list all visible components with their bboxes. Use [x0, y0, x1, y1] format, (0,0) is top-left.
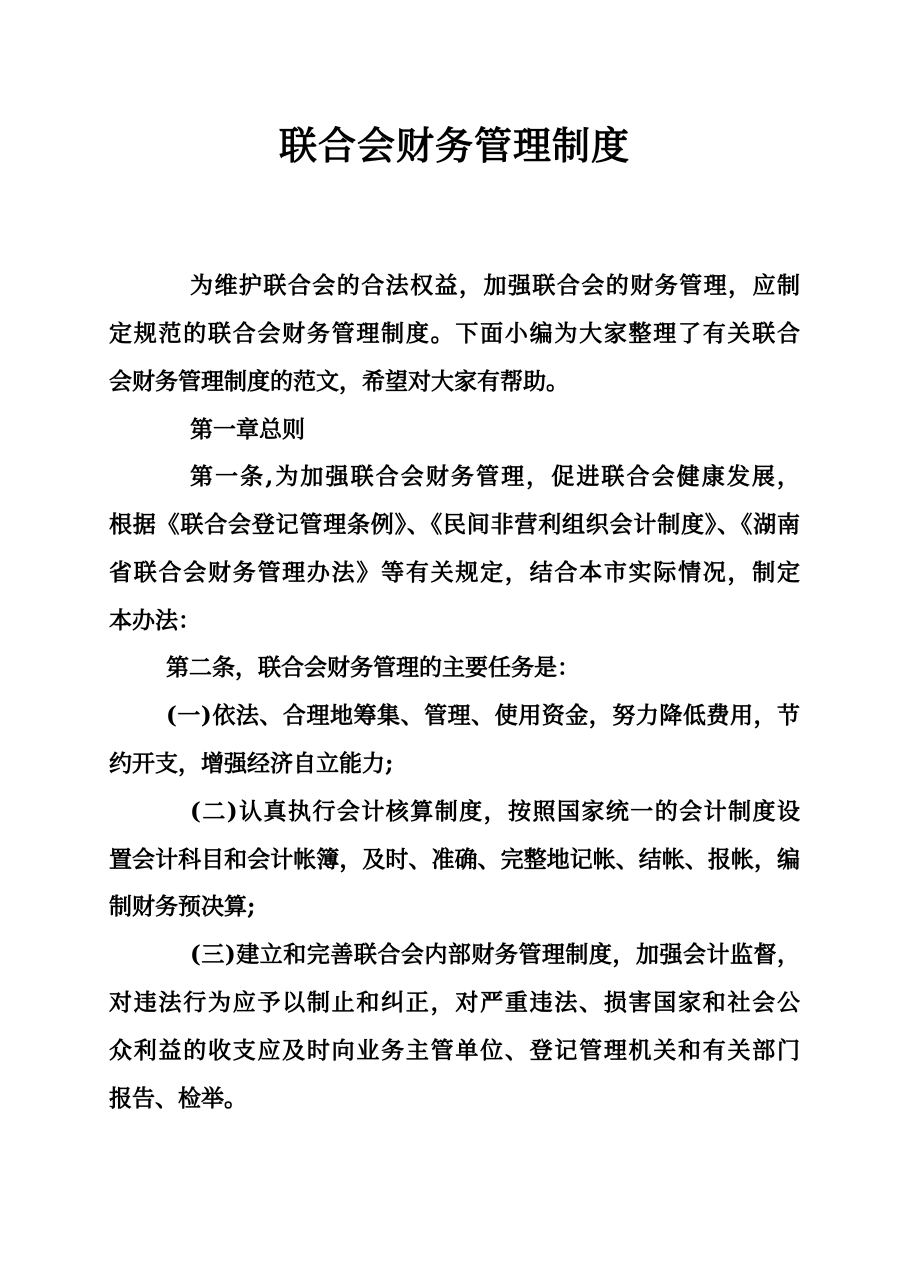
item2-line-2: 置会计科目和会计帐簿，及时、准确、完整地记帐、结帐、报帐，编 — [109, 846, 800, 873]
item1-line-2: 约开支，增强经济自立能力; — [109, 750, 394, 777]
item3-line-4: 报告、检举。 — [109, 1085, 247, 1112]
chapter-heading: 第一章总则 — [190, 416, 305, 443]
item3-line-2: 对违法行为应予以制止和纠正，对严重违法、损害国家和社会公 — [109, 989, 800, 1016]
article2-heading: 第二条，联合会财务管理的主要任务是： — [166, 654, 580, 681]
item2-line-3: 制财务预决算; — [109, 893, 256, 920]
article1-line-2: 根据《联合会登记管理条例》、《民间非营利组织会计制度》、《湖南 — [109, 511, 800, 538]
item3-line-3: 众利益的收支应及时向业务主管单位、登记管理机关和有关部门 — [109, 1037, 800, 1064]
intro-line-2: 定规范的联合会财务管理制度。下面小编为大家整理了有关联合 — [109, 320, 800, 347]
item3-line-1: (三)建立和完善联合会内部财务管理制度，加强会计监督， — [190, 941, 800, 968]
article1-line-3: 省联合会财务管理办法》等有关规定，结合本市实际情况，制定 — [109, 559, 800, 586]
document-title: 联合会财务管理制度 — [278, 123, 630, 168]
item1-line-1: (一)依法、合理地筹集、管理、使用资金，努力降低费用，节 — [166, 702, 800, 729]
article1-line-1: 第一条,为加强联合会财务管理，促进联合会健康发展， — [190, 463, 800, 490]
intro-line-3: 会财务管理制度的范文，希望对大家有帮助。 — [109, 368, 569, 395]
item2-line-1: (二)认真执行会计核算制度，按照国家统一的会计制度设 — [190, 798, 800, 825]
article1-line-4: 本办法： — [109, 607, 201, 634]
intro-line-1: 为维护联合会的合法权益，加强联合会的财务管理，应制 — [190, 272, 800, 299]
